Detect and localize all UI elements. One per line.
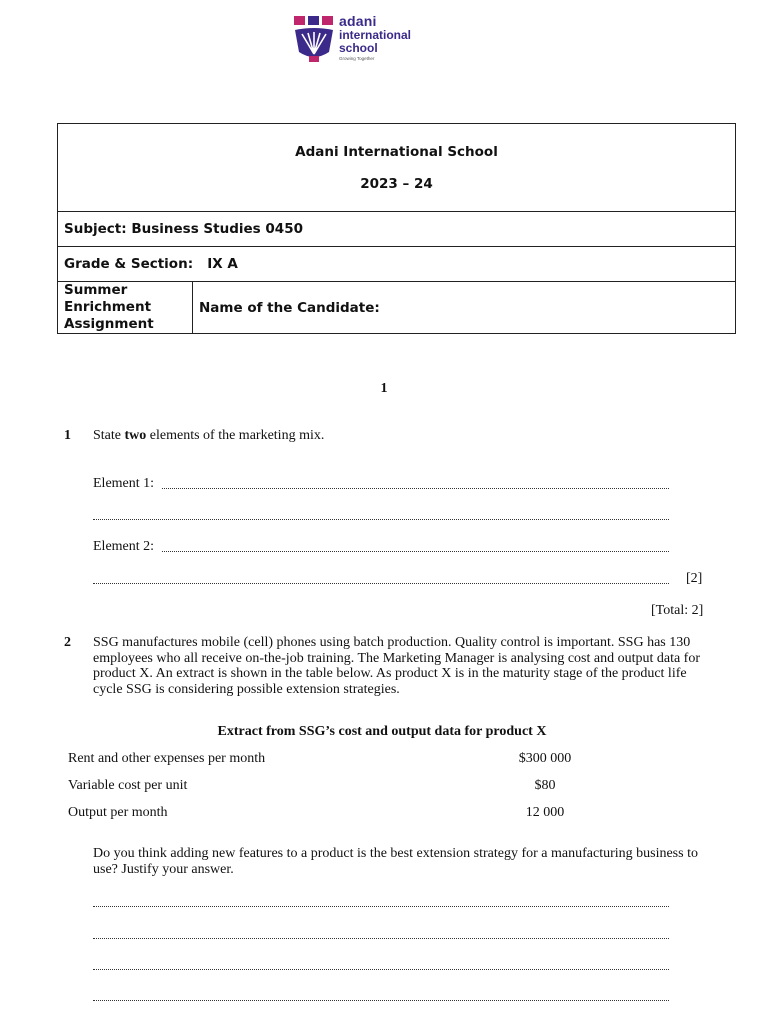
- extract-title: Extract from SSG’s cost and output data for product X: [217, 724, 547, 739]
- q2-stem-line: SSG manufactures mobile (cell) phones using batch production. Quality control is important. SSG has 130: [93, 635, 691, 650]
- extract-row-value: 12 000: [525, 805, 565, 820]
- header-table: [57, 123, 736, 334]
- answer-line[interactable]: [162, 550, 669, 552]
- academic-year: 2023 – 24: [360, 175, 433, 192]
- question-2-prompt: [93, 846, 733, 877]
- assignment-line: Assignment: [64, 316, 154, 332]
- logo-line-2: international: [339, 28, 412, 42]
- question-2-stem: [93, 635, 733, 697]
- answer-line[interactable]: [93, 582, 669, 584]
- q2-stem-line: cycle SSG is considering possible extension strategies.: [93, 681, 400, 697]
- extract-row-value: $300 000: [518, 751, 572, 766]
- logo-line-1: adani: [339, 13, 377, 29]
- q1-stem-pre: State: [93, 428, 125, 443]
- answer-line[interactable]: [93, 518, 669, 520]
- q1-stem-post: elements of the marketing mix.: [146, 428, 325, 443]
- logo-line-3: school: [339, 41, 378, 55]
- assignment-line: Summer: [64, 282, 128, 298]
- q2-stem-line: employees who all receive on-the-job training. The Marketing Manager is analysing cost and output data for: [93, 650, 701, 666]
- answer-line[interactable]: [93, 905, 669, 907]
- extract-row-label: Rent and other expenses per month: [68, 751, 266, 766]
- q1-marks: [2]: [686, 571, 703, 586]
- extract-row-label: Variable cost per unit: [68, 778, 188, 793]
- q1-total: [Total: 2]: [651, 603, 704, 618]
- page-number: 1: [380, 381, 388, 396]
- extract-row-label: Output per month: [68, 805, 168, 820]
- q2-prompt-line: use? Justify your answer.: [93, 861, 234, 877]
- answer-line[interactable]: [162, 487, 669, 489]
- school-name: Adani International School: [295, 143, 498, 160]
- logo-wordmark: [339, 14, 411, 62]
- grade-cell: [58, 247, 736, 282]
- answer-line[interactable]: [93, 968, 669, 970]
- assignment-label-cell: [58, 282, 193, 334]
- element-1-label: Element 1:: [93, 476, 155, 491]
- grade-label: Grade & Section:: [64, 256, 194, 272]
- answer-line[interactable]: [93, 937, 669, 939]
- header-title-cell: [58, 124, 736, 212]
- assignment-line: Enrichment: [64, 299, 152, 315]
- q1-stem-bold: two: [124, 428, 147, 443]
- answer-line[interactable]: [93, 999, 669, 1001]
- question-1-stem: [93, 428, 324, 444]
- school-logo: [293, 14, 433, 66]
- open-book-emblem-icon: [293, 14, 335, 64]
- question-2-number: 2: [64, 635, 71, 650]
- subject-cell: Subject: Business Studies 0450: [58, 212, 736, 247]
- q2-stem-line: product X. An extract is shown in the table below. As product X is in the maturity stage of the product life: [93, 666, 687, 681]
- extract-row-value: $80: [534, 778, 556, 793]
- candidate-name-cell: Name of the Candidate:: [193, 282, 736, 334]
- element-2-label: Element 2:: [93, 539, 155, 554]
- grade-value: IX A: [207, 256, 238, 272]
- q2-prompt-line: Do you think adding new features to a product is the best extension strategy for a manufacturing business to: [93, 846, 698, 861]
- question-1-number: 1: [64, 428, 71, 443]
- logo-tagline: Growing Together: [339, 56, 375, 61]
